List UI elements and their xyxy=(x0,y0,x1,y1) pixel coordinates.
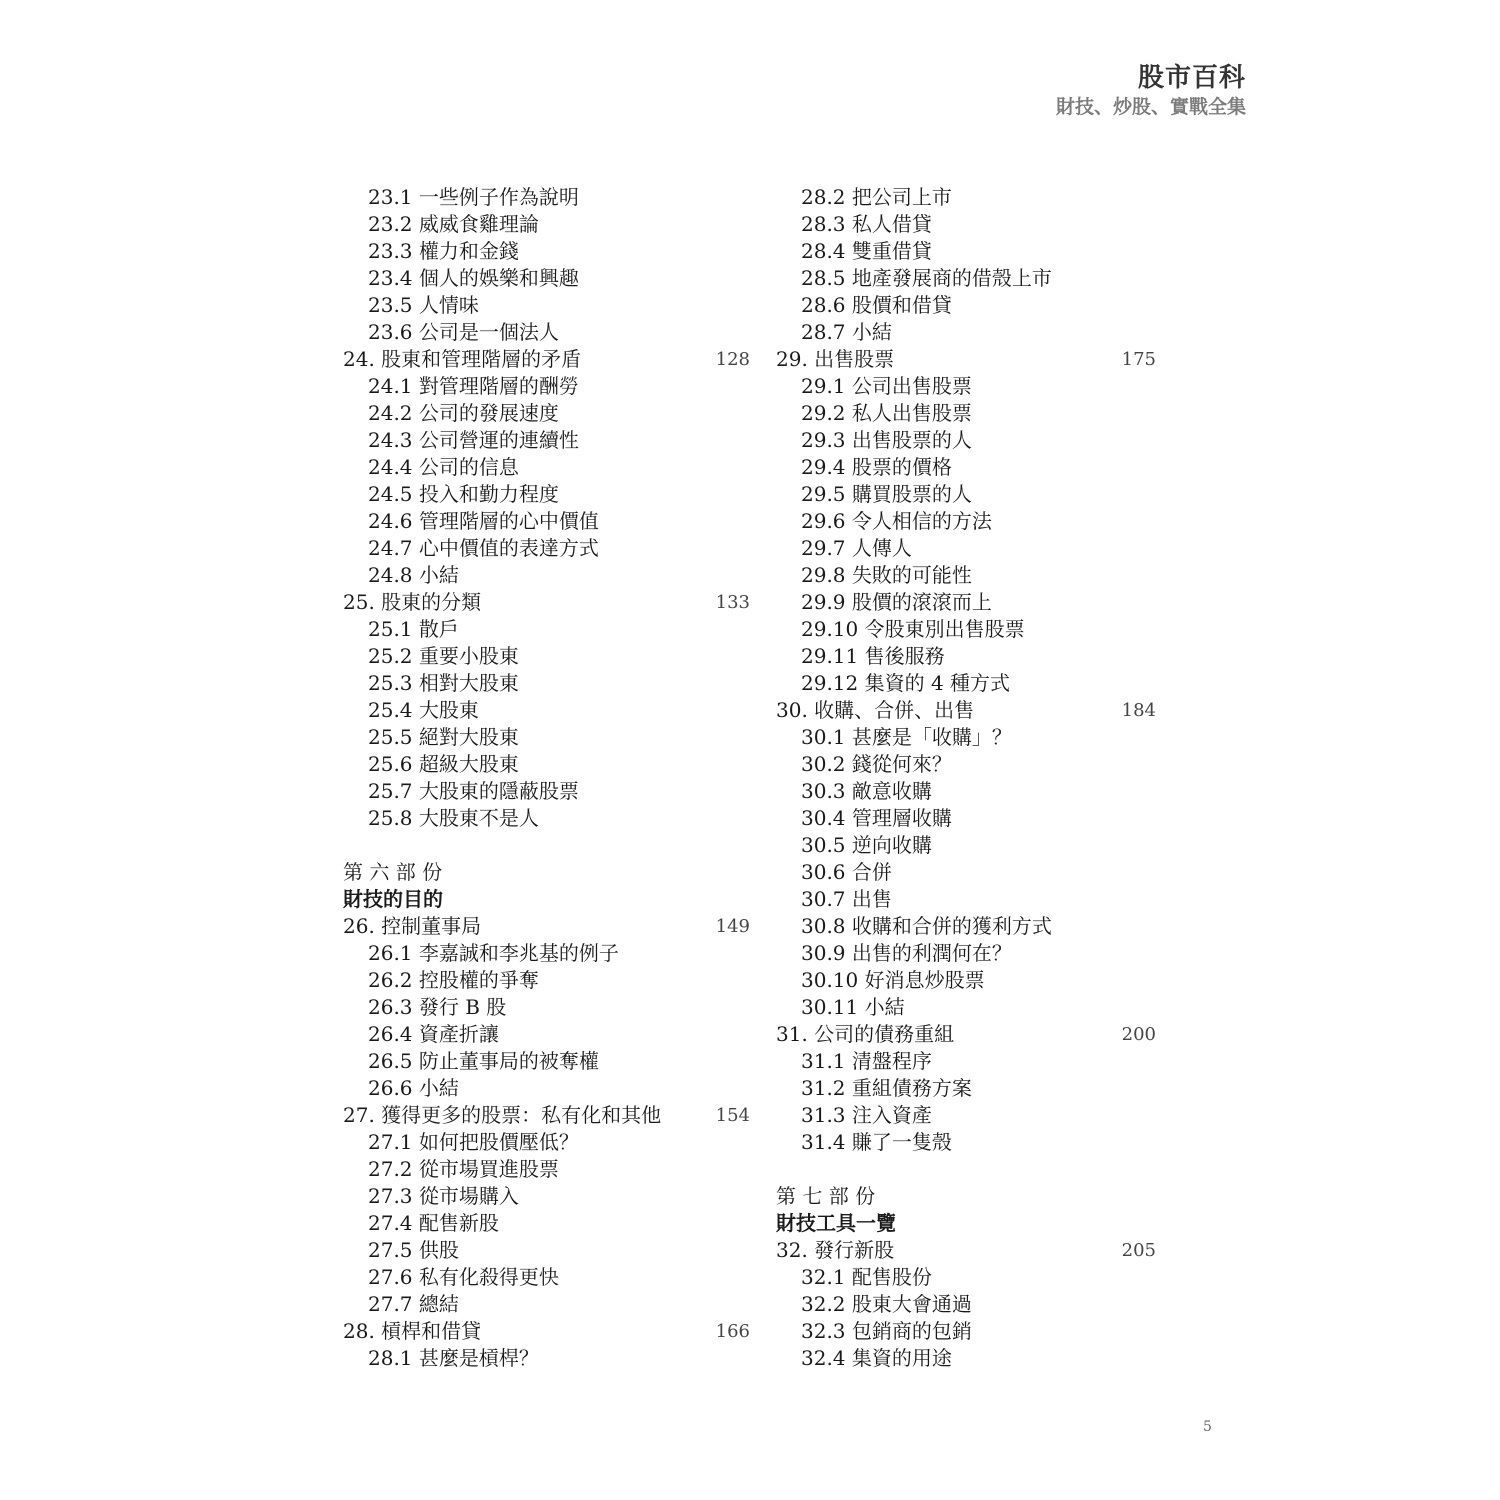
toc-section-row xyxy=(343,1075,750,1102)
toc-section-row xyxy=(776,778,1156,805)
toc-part-title-row xyxy=(776,1210,1156,1237)
toc-section-row xyxy=(343,940,750,967)
toc-section-row xyxy=(776,265,1156,292)
toc-section-row xyxy=(776,724,1156,751)
toc-entry-text: 29.9 股價的滾滾而上 xyxy=(801,590,992,614)
toc-entry-text: 23.2 威威食雞理論 xyxy=(368,212,539,236)
toc-entry-text: 25.8 大股東不是人 xyxy=(368,806,539,830)
toc-section-row xyxy=(776,1048,1156,1075)
toc-entry-text: 31.1 清盤程序 xyxy=(801,1049,932,1073)
toc-section-row xyxy=(343,427,750,454)
toc-section-row xyxy=(343,1264,750,1291)
toc-entry-text: 23.6 公司是一個法人 xyxy=(368,320,559,344)
toc-chapter-row xyxy=(343,1102,750,1129)
toc-entry-text: 27.2 從市場買進股票 xyxy=(368,1157,559,1181)
toc-entry-text: 23.3 權力和金錢 xyxy=(368,239,519,263)
toc-entry-text: 28. 槓桿和借貸 xyxy=(343,1319,482,1343)
toc-entry-text: 第 六 部 份 xyxy=(343,860,443,884)
toc-entry-text: 32.4 集資的用途 xyxy=(801,1346,952,1370)
toc-page-number: 184 xyxy=(1121,700,1156,721)
toc-entry-text: 23.4 個人的娛樂和興趣 xyxy=(368,266,579,290)
toc-entry-text: 24.5 投入和勤力程度 xyxy=(368,482,559,506)
toc-section-row xyxy=(343,292,750,319)
toc-entry-text: 29.2 私人出售股票 xyxy=(801,401,972,425)
toc-entry-text: 30.7 出售 xyxy=(801,887,892,911)
toc-section-row xyxy=(776,886,1156,913)
toc-entry-text: 30.2 錢從何來？ xyxy=(801,752,952,776)
toc-section-row xyxy=(343,616,750,643)
toc-entry-text: 28.4 雙重借貸 xyxy=(801,239,932,263)
toc-section-row xyxy=(343,265,750,292)
toc-entry-text: 27.4 配售新股 xyxy=(368,1211,499,1235)
toc-entry-text: 第 七 部 份 xyxy=(776,1184,876,1208)
toc-chapter-row xyxy=(343,913,750,940)
toc-section-row xyxy=(343,1129,750,1156)
toc-section-row xyxy=(776,670,1156,697)
toc-entry-text: 26.4 資產折讓 xyxy=(368,1022,499,1046)
toc-part-title-row xyxy=(343,886,750,913)
toc-section-row xyxy=(343,670,750,697)
toc-entry-text: 24.6 管理階層的心中價值 xyxy=(368,509,599,533)
toc-section-row xyxy=(776,184,1156,211)
toc-section-row xyxy=(343,724,750,751)
toc-entry-text: 23.5 人情味 xyxy=(368,293,479,317)
book-title: 股市百科 xyxy=(1137,63,1246,93)
toc-page-number: 133 xyxy=(715,592,750,613)
toc-section-row xyxy=(776,211,1156,238)
toc-entry-text: 24.7 心中價值的表達方式 xyxy=(368,536,599,560)
toc-chapter-row xyxy=(776,346,1156,373)
toc-section-row xyxy=(776,994,1156,1021)
toc-chapter-row xyxy=(776,1237,1156,1264)
toc-section-row xyxy=(776,751,1156,778)
toc-chapter-row xyxy=(343,346,750,373)
toc-section-row xyxy=(343,697,750,724)
toc-page-number: 175 xyxy=(1121,349,1156,370)
toc-entry-text: 26.1 李嘉誠和李兆基的例子 xyxy=(368,941,619,965)
toc-entry-text: 27.5 供股 xyxy=(368,1238,459,1262)
toc-entry-text: 26.5 防止董事局的被奪權 xyxy=(368,1049,599,1073)
toc-entry-text: 27.1 如何把股價壓低？ xyxy=(368,1130,579,1154)
toc-entry-text: 25.6 超級大股東 xyxy=(368,752,519,776)
toc-entry-text: 財技工具一覽 xyxy=(776,1211,896,1235)
toc-section-row xyxy=(776,319,1156,346)
toc-spacer-row xyxy=(343,832,750,859)
toc-entry-text: 29.8 失敗的可能性 xyxy=(801,563,972,587)
toc-entry-text: 27.7 總結 xyxy=(368,1292,459,1316)
toc-section-row xyxy=(776,535,1156,562)
toc-section-row xyxy=(776,400,1156,427)
toc-section-row xyxy=(776,1075,1156,1102)
toc-section-row xyxy=(343,562,750,589)
toc-entry-text: 30.11 小結 xyxy=(801,995,905,1019)
toc-entry-text: 29.3 出售股票的人 xyxy=(801,428,972,452)
toc-entry-text: 27.6 私有化殺得更快 xyxy=(368,1265,559,1289)
toc-section-row xyxy=(343,1021,750,1048)
toc-section-row xyxy=(343,1345,750,1372)
toc-entry-text: 29.12 集資的 4 種方式 xyxy=(801,671,1011,695)
toc-page-number: 154 xyxy=(715,1105,750,1126)
toc-entry-text: 25. 股東的分類 xyxy=(343,590,482,614)
toc-entry-text: 32. 發行新股 xyxy=(776,1238,895,1262)
toc-chapter-row xyxy=(776,697,1156,724)
toc-entry-text: 31.2 重組債務方案 xyxy=(801,1076,972,1100)
toc-page-number: 166 xyxy=(715,1321,750,1342)
toc-section-row xyxy=(343,1048,750,1075)
toc-section-row xyxy=(776,427,1156,454)
toc-entry-text: 29.4 股票的價格 xyxy=(801,455,952,479)
toc-entry-text: 30.9 出售的利潤何在？ xyxy=(801,941,1012,965)
toc-entry-text: 29.5 購買股票的人 xyxy=(801,482,972,506)
toc-section-row xyxy=(776,643,1156,670)
toc-section-row xyxy=(343,751,750,778)
toc-entry-text: 30.3 敵意收購 xyxy=(801,779,932,803)
toc-entry-text: 31. 公司的債務重組 xyxy=(776,1022,955,1046)
toc-section-row xyxy=(343,1291,750,1318)
toc-section-row xyxy=(776,1129,1156,1156)
toc-entry-text: 30.5 逆向收購 xyxy=(801,833,932,857)
toc-section-row xyxy=(776,562,1156,589)
toc-section-row xyxy=(343,1210,750,1237)
toc-section-row xyxy=(343,211,750,238)
toc-section-row xyxy=(343,1237,750,1264)
toc-section-row xyxy=(776,805,1156,832)
toc-page-number: 200 xyxy=(1121,1024,1156,1045)
toc-entry-text: 28.3 私人借貸 xyxy=(801,212,932,236)
toc-section-row xyxy=(343,508,750,535)
toc-entry-text: 28.7 小結 xyxy=(801,320,892,344)
toc-section-row xyxy=(343,373,750,400)
toc-section-row xyxy=(343,238,750,265)
toc-section-row xyxy=(776,940,1156,967)
toc-entry-text: 30.1 甚麼是「收購」？ xyxy=(801,725,1012,749)
toc-section-row xyxy=(776,292,1156,319)
toc-entry-text: 25.4 大股東 xyxy=(368,698,479,722)
toc-section-row xyxy=(776,238,1156,265)
toc-section-row xyxy=(776,481,1156,508)
toc-entry-text: 26.2 控股權的爭奪 xyxy=(368,968,539,992)
toc-entry-text: 25.7 大股東的隱蔽股票 xyxy=(368,779,579,803)
toc-section-row xyxy=(343,400,750,427)
toc-section-row xyxy=(343,967,750,994)
toc-entry-text: 24.3 公司營運的連續性 xyxy=(368,428,579,452)
toc-section-row xyxy=(343,643,750,670)
toc-entry-text: 31.3 注入資產 xyxy=(801,1103,932,1127)
toc-entry-text: 29. 出售股票 xyxy=(776,347,895,371)
toc-section-row xyxy=(776,859,1156,886)
toc-section-row xyxy=(343,535,750,562)
toc-section-row xyxy=(776,1102,1156,1129)
toc-spacer-row xyxy=(776,1156,1156,1183)
toc-section-row xyxy=(343,1183,750,1210)
toc-entry-text: 29.7 人傳人 xyxy=(801,536,912,560)
toc-entry-text: 27.3 從市場購入 xyxy=(368,1184,519,1208)
book-subtitle: 財技、炒股、實戰全集 xyxy=(1055,96,1246,118)
toc-page-number: 149 xyxy=(715,916,750,937)
toc-entry-text: 29.6 令人相信的方法 xyxy=(801,509,992,533)
toc-section-row xyxy=(776,373,1156,400)
toc-entry-text: 財技的目的 xyxy=(343,887,443,911)
toc-section-row xyxy=(776,1345,1156,1372)
toc-entry-text: 25.5 絕對大股東 xyxy=(368,725,519,749)
toc-page-number: 205 xyxy=(1121,1240,1156,1261)
toc-section-row xyxy=(776,508,1156,535)
toc-left-column xyxy=(343,184,750,1372)
toc-chapter-row xyxy=(343,589,750,616)
toc-entry-text: 32.3 包銷商的包銷 xyxy=(801,1319,972,1343)
toc-entry-text: 28.5 地產發展商的借殼上市 xyxy=(801,266,1052,290)
toc-section-row xyxy=(776,1264,1156,1291)
toc-entry-text: 25.2 重要小股東 xyxy=(368,644,519,668)
toc-entry-text: 32.1 配售股份 xyxy=(801,1265,932,1289)
page-folio: 5 xyxy=(1203,1419,1212,1435)
toc-entry-text: 26.3 發行 B 股 xyxy=(368,995,507,1019)
toc-section-row xyxy=(776,616,1156,643)
toc-section-row xyxy=(343,805,750,832)
toc-section-row xyxy=(343,778,750,805)
toc-section-row xyxy=(776,967,1156,994)
toc-page-number: 128 xyxy=(715,349,750,370)
toc-section-row xyxy=(776,832,1156,859)
toc-section-row xyxy=(776,913,1156,940)
toc-entry-text: 24. 股東和管理階層的矛盾 xyxy=(343,347,582,371)
toc-entry-text: 27. 獲得更多的股票：私有化和其他 xyxy=(343,1103,662,1127)
toc-entry-text: 28.2 把公司上市 xyxy=(801,185,952,209)
toc-entry-text: 25.3 相對大股東 xyxy=(368,671,519,695)
toc-section-row xyxy=(343,454,750,481)
toc-entry-text: 30.4 管理層收購 xyxy=(801,806,952,830)
toc-entry-text: 29.1 公司出售股票 xyxy=(801,374,972,398)
toc-section-row xyxy=(343,319,750,346)
toc-right-column xyxy=(776,184,1156,1372)
toc-entry-text: 24.4 公司的信息 xyxy=(368,455,519,479)
toc-entry-text: 30.6 合併 xyxy=(801,860,892,884)
toc-entry-text: 26. 控制董事局 xyxy=(343,914,482,938)
toc-entry-text: 32.2 股東大會通過 xyxy=(801,1292,972,1316)
toc-entry-text: 31.4 賺了一隻殼 xyxy=(801,1130,952,1154)
toc-entry-text: 26.6 小結 xyxy=(368,1076,459,1100)
toc-section-row xyxy=(776,1291,1156,1318)
toc-entry-text: 25.1 散戶 xyxy=(368,617,459,641)
toc-chapter-row xyxy=(776,1021,1156,1048)
toc-part-row xyxy=(776,1183,1156,1210)
toc-entry-text: 24.8 小結 xyxy=(368,563,459,587)
toc-chapter-row xyxy=(343,1318,750,1345)
toc-entry-text: 28.1 甚麼是槓桿？ xyxy=(368,1346,539,1370)
toc-part-row xyxy=(343,859,750,886)
toc-entry-text: 29.10 令股東別出售股票 xyxy=(801,617,1025,641)
toc-section-row xyxy=(343,481,750,508)
toc-section-row xyxy=(343,1156,750,1183)
toc-section-row xyxy=(776,454,1156,481)
toc-section-row xyxy=(343,184,750,211)
toc-entry-text: 24.2 公司的發展速度 xyxy=(368,401,559,425)
toc-section-row xyxy=(343,994,750,1021)
toc-entry-text: 28.6 股價和借貸 xyxy=(801,293,952,317)
toc-entry-text: 23.1 一些例子作為說明 xyxy=(368,185,579,209)
toc-entry-text: 30.8 收購和合併的獲利方式 xyxy=(801,914,1052,938)
toc-entry-text: 29.11 售後服務 xyxy=(801,644,945,668)
toc-section-row xyxy=(776,589,1156,616)
toc-section-row xyxy=(776,1318,1156,1345)
toc-entry-text: 24.1 對管理階層的酬勞 xyxy=(368,374,579,398)
toc-entry-text: 30.10 好消息炒股票 xyxy=(801,968,985,992)
running-header xyxy=(1020,62,1246,120)
toc-entry-text: 30. 收購、合併、出售 xyxy=(776,698,975,722)
